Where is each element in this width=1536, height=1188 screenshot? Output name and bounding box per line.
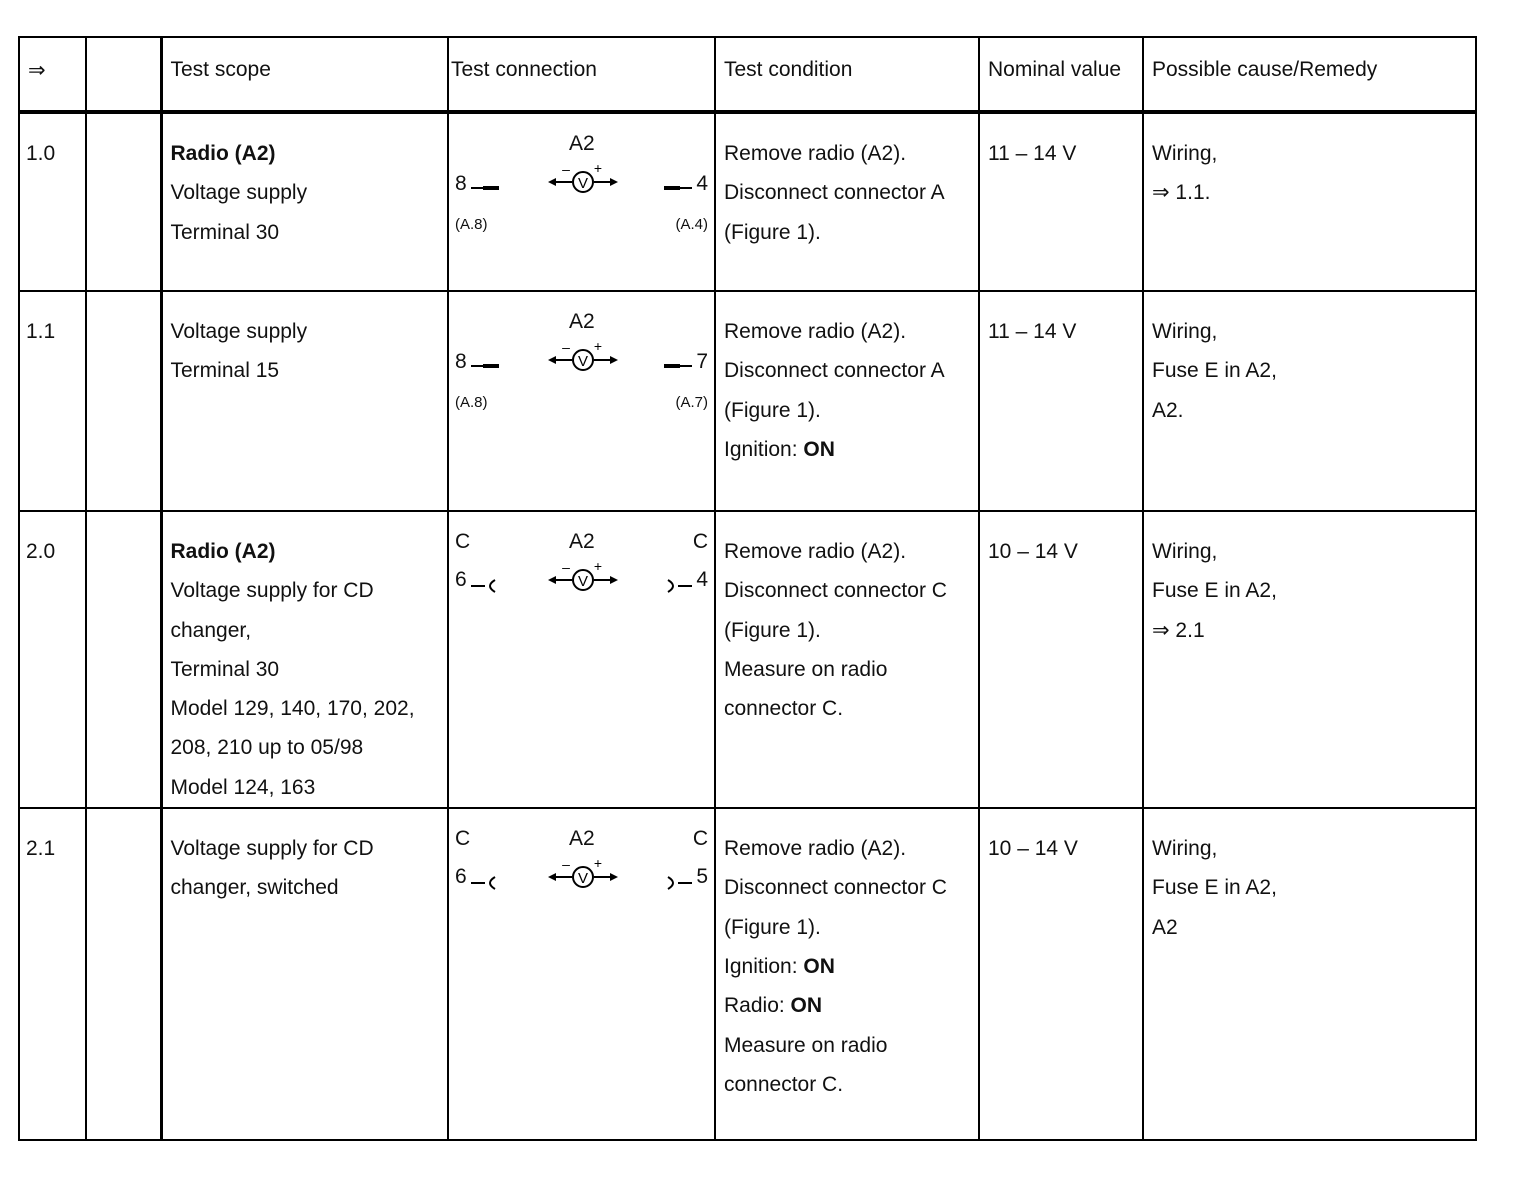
condition-line <box>724 986 970 1025</box>
condition-value: ON <box>803 437 835 461</box>
nominal-value-cell <box>979 808 1143 1140</box>
left-pin-ref: (A.8) <box>455 216 488 233</box>
voltmeter-icon <box>546 560 620 594</box>
socket-terminal-icon <box>471 876 501 890</box>
condition-line <box>724 1065 970 1104</box>
remedy-line: Wiring, <box>1152 320 1218 343</box>
svg-text:–: – <box>562 857 570 873</box>
test-connection-cell <box>448 808 715 1140</box>
condition-line <box>724 829 970 868</box>
remedy-line: Wiring, <box>1152 142 1218 165</box>
possible-cause <box>1144 809 1475 947</box>
condition-line <box>724 689 970 728</box>
condition-text: Ignition: <box>724 437 804 461</box>
test-scope-cell <box>161 291 448 511</box>
test-scope-line: Voltage supply <box>170 320 308 343</box>
header-possible-cause: Possible cause/Remedy <box>1143 37 1476 112</box>
remedy-line: A2 <box>1152 915 1178 939</box>
condition-text: Disconnect connector A <box>724 359 945 383</box>
table-row <box>19 808 1476 1140</box>
svg-text:–: – <box>562 340 570 355</box>
right-pin-ref: (A.4) <box>675 216 708 233</box>
blank-cell <box>86 808 161 1140</box>
nominal-value: 10 – 14 V <box>988 540 1078 563</box>
table-row <box>19 112 1476 291</box>
remedy-line: A2. <box>1152 398 1184 422</box>
condition-text: Remove radio (A2). <box>724 320 907 343</box>
test-condition-cell <box>715 808 979 1140</box>
remedy-line: Fuse E in A2, <box>1152 359 1277 383</box>
remedy-line: ⇒ 2.1 <box>1152 618 1205 642</box>
test-scope-line: Terminal 30 <box>170 657 280 681</box>
condition-text: connector C. <box>724 1072 844 1096</box>
socket-terminal-icon <box>662 876 692 890</box>
condition-line <box>724 1026 970 1065</box>
condition-line <box>724 430 970 469</box>
condition-text: connector C. <box>724 697 844 721</box>
condition-text: Ignition: <box>724 954 804 978</box>
test-condition <box>716 512 978 728</box>
condition-text: Remove radio (A2). <box>724 837 907 861</box>
remedy-line: Fuse E in A2, <box>1152 579 1277 603</box>
right-pin-number: 4 <box>696 172 708 195</box>
condition-text: Disconnect connector C <box>724 876 947 900</box>
right-pin-number: 5 <box>696 865 708 889</box>
test-scope-cell <box>161 112 448 291</box>
step-cell <box>19 291 86 511</box>
header-row <box>19 37 1476 112</box>
condition-text: Radio: <box>724 994 791 1018</box>
test-connection-cell <box>448 112 715 291</box>
condition-line <box>724 213 970 252</box>
svg-text:+: + <box>593 857 603 872</box>
condition-text: (Figure 1). <box>724 618 821 642</box>
condition-line <box>724 571 970 610</box>
possible-cause-cell <box>1143 808 1476 1140</box>
header-blank <box>86 37 161 112</box>
socket-terminal-icon <box>471 579 501 593</box>
condition-line <box>724 134 970 173</box>
blank-cell <box>86 511 161 808</box>
test-scope-line: Radio (A2) <box>170 142 276 165</box>
condition-value: ON <box>790 994 823 1018</box>
nominal-value-cell <box>979 291 1143 511</box>
voltmeter-icon <box>546 340 620 374</box>
condition-line <box>724 532 970 571</box>
test-scope <box>163 809 448 908</box>
header-test-connection: Test connection <box>448 37 715 112</box>
test-scope-line: Terminal 30 <box>170 220 280 244</box>
test-scope-cell <box>161 808 448 1140</box>
condition-line <box>724 650 970 689</box>
condition-line <box>724 173 970 212</box>
left-pin-number: 8 <box>455 172 467 195</box>
possible-cause-cell <box>1143 112 1476 291</box>
table-row <box>19 511 1476 808</box>
test-scope-line: 208, 210 up to 05/98 <box>170 736 364 760</box>
device-label: A2 <box>569 530 595 553</box>
connector-label-right: C <box>692 530 708 553</box>
condition-line <box>724 351 970 390</box>
pin-terminal-icon <box>471 181 501 195</box>
possible-cause-cell <box>1143 511 1476 808</box>
left-pin-number: 6 <box>455 865 467 889</box>
test-scope-line: Voltage supply for CD <box>170 837 374 861</box>
pin-terminal-icon <box>662 181 692 195</box>
possible-cause <box>1144 512 1475 650</box>
test-condition-cell <box>715 291 979 511</box>
remedy-line: Wiring, <box>1152 540 1218 563</box>
condition-text: Measure on radio <box>724 1033 888 1057</box>
nominal-value: 11 – 14 V <box>988 142 1077 165</box>
possible-cause <box>1144 114 1475 213</box>
test-connection-diagram <box>449 809 714 1139</box>
test-scope-line: Terminal 15 <box>170 359 280 383</box>
svg-text:V: V <box>577 870 589 888</box>
step-number: 2.0 <box>26 540 56 563</box>
condition-line <box>724 908 970 947</box>
test-scope <box>163 512 448 807</box>
test-scope-line: Model 129, 140, 170, 202, <box>170 697 415 721</box>
step-number: 1.1 <box>26 320 56 343</box>
step-cell <box>19 112 86 291</box>
condition-line <box>724 391 970 430</box>
right-pin-number: 4 <box>696 568 708 591</box>
test-condition <box>716 292 978 469</box>
svg-text:V: V <box>577 353 589 370</box>
condition-text: (Figure 1). <box>724 915 821 939</box>
voltmeter-icon <box>546 162 620 196</box>
header-nominal-value: Nominal value <box>979 37 1143 112</box>
test-condition <box>716 809 978 1104</box>
nominal-value: 11 – 14 V <box>988 320 1077 343</box>
step-number: 2.1 <box>26 837 56 861</box>
possible-cause-cell <box>1143 291 1476 511</box>
remedy-line: Wiring, <box>1152 837 1218 861</box>
device-label: A2 <box>569 310 595 333</box>
condition-text: (Figure 1). <box>724 398 821 422</box>
blank-cell <box>86 291 161 511</box>
possible-cause <box>1144 292 1475 430</box>
svg-text:+: + <box>593 162 603 176</box>
right-pin-ref: (A.7) <box>675 394 708 411</box>
condition-text: Measure on radio <box>724 657 888 681</box>
connector-label-left: C <box>455 827 471 851</box>
svg-text:–: – <box>562 560 570 575</box>
test-condition <box>716 114 978 252</box>
left-pin-number: 6 <box>455 568 467 591</box>
svg-text:V: V <box>577 573 589 590</box>
test-scope-line: Radio (A2) <box>170 540 276 563</box>
step-cell <box>19 808 86 1140</box>
svg-text:V: V <box>577 175 589 192</box>
condition-text: Disconnect connector C <box>724 579 947 603</box>
test-scope-cell <box>161 511 448 808</box>
condition-value: ON <box>803 954 835 978</box>
condition-line <box>724 947 970 986</box>
header-step: ⇒ <box>19 37 86 112</box>
remedy-line: ⇒ 1.1. <box>1152 181 1211 205</box>
svg-text:+: + <box>593 340 603 354</box>
test-scope <box>163 292 448 391</box>
svg-text:+: + <box>593 560 603 574</box>
condition-text: Disconnect connector A <box>724 181 945 205</box>
test-scope-line: Model 124, 163 <box>170 775 316 799</box>
header-test-condition: Test condition <box>715 37 979 112</box>
test-connection-diagram <box>449 292 714 510</box>
condition-line <box>724 611 970 650</box>
connector-label-left: C <box>455 530 471 553</box>
table-body <box>19 112 1476 1140</box>
condition-text: (Figure 1). <box>724 220 821 244</box>
table-row <box>19 291 1476 511</box>
blank-cell <box>86 112 161 291</box>
condition-text: Remove radio (A2). <box>724 142 907 165</box>
nominal-value-cell <box>979 112 1143 291</box>
test-table <box>18 36 1477 1141</box>
connector-label-right: C <box>692 827 708 851</box>
right-pin-number: 7 <box>696 350 708 373</box>
test-condition-cell <box>715 511 979 808</box>
condition-text: Remove radio (A2). <box>724 540 907 563</box>
condition-line <box>724 312 970 351</box>
device-label: A2 <box>569 132 595 155</box>
test-connection-diagram <box>449 114 714 290</box>
pin-terminal-icon <box>471 359 501 373</box>
step-number: 1.0 <box>26 142 56 165</box>
test-condition-cell <box>715 112 979 291</box>
condition-line <box>724 868 970 907</box>
svg-text:–: – <box>562 162 570 177</box>
test-connection-cell <box>448 291 715 511</box>
nominal-value-cell <box>979 511 1143 808</box>
pin-terminal-icon <box>662 359 692 373</box>
socket-terminal-icon <box>662 579 692 593</box>
test-scope-line: Voltage supply for CD <box>170 579 374 603</box>
header-test-scope: Test scope <box>161 37 448 112</box>
device-label: A2 <box>569 827 595 851</box>
test-connection-cell <box>448 511 715 808</box>
remedy-line: Fuse E in A2, <box>1152 876 1277 900</box>
test-scope-line: changer, switched <box>170 876 339 900</box>
left-pin-number: 8 <box>455 350 467 373</box>
test-connection-diagram <box>449 512 714 807</box>
test-scope-line: Voltage supply <box>170 181 308 205</box>
test-scope-line: changer, <box>170 618 252 642</box>
step-cell <box>19 511 86 808</box>
nominal-value: 10 – 14 V <box>988 837 1078 861</box>
test-scope <box>163 114 448 252</box>
voltmeter-icon <box>546 857 620 891</box>
left-pin-ref: (A.8) <box>455 394 488 411</box>
